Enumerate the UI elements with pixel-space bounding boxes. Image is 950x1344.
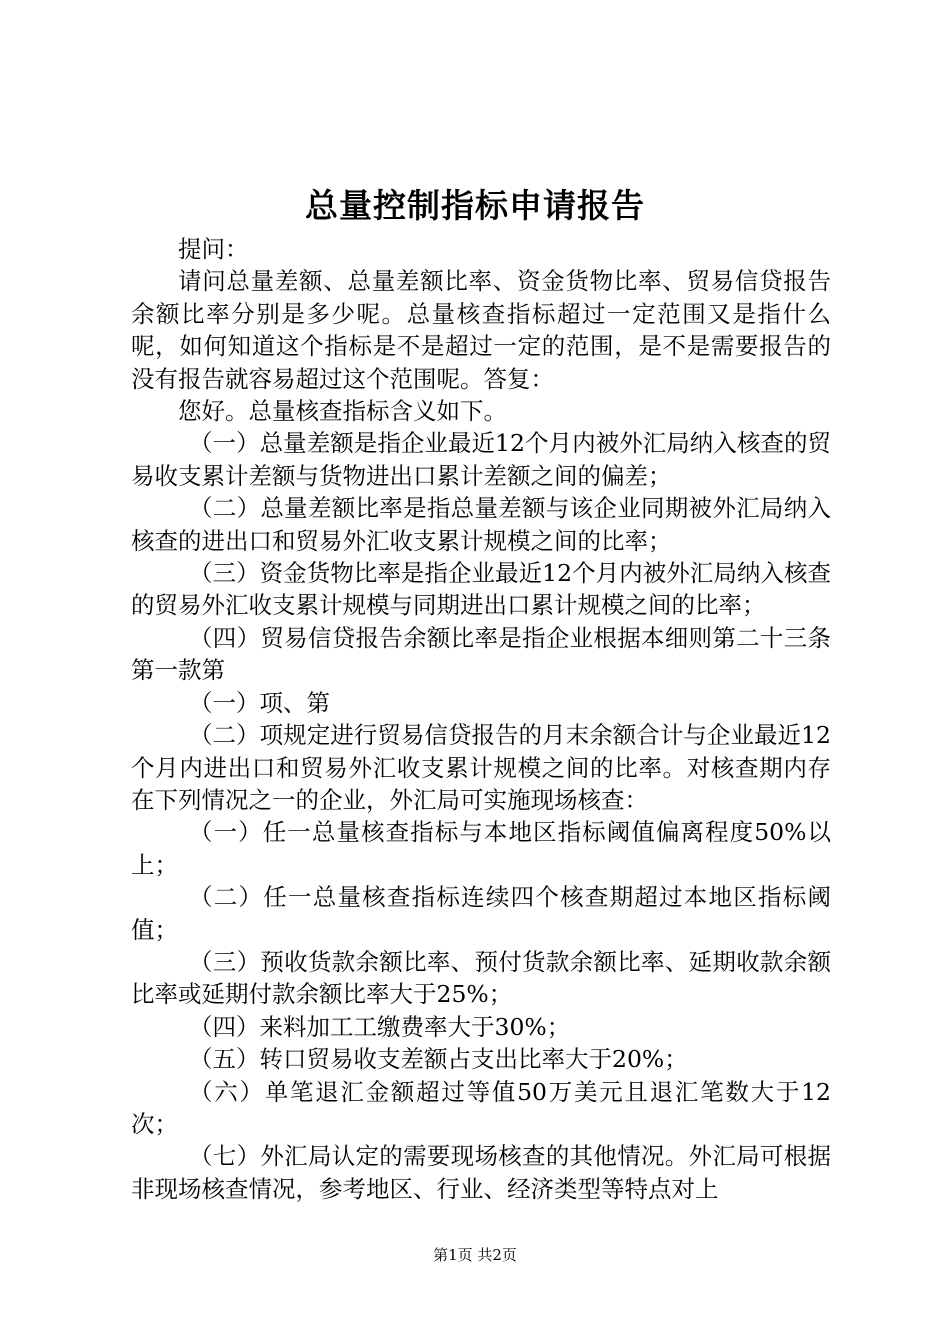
paragraph-item: （七）外汇局认定的需要现场核查的其他情况。外汇局可根据非现场核查情况，参考地区、行业、经济类型等特点对上 <box>131 1142 831 1203</box>
document-body <box>131 233 831 1205</box>
paragraph-item: （二）总量差额比率是指总量差额与该企业同期被外汇局纳入核查的进出口和贸易外汇收支累计规模之间的比率； <box>131 494 831 555</box>
paragraph-item: （三）资金货物比率是指企业最近12个月内被外汇局纳入核查的贸易外汇收支累计规模与同期进出口累计规模之间的比率； <box>131 559 831 620</box>
paragraph-item: （一）总量差额是指企业最近12个月内被外汇局纳入核查的贸易收支累计差额与货物进出口累计差额之间的偏差； <box>131 429 831 490</box>
paragraph-item: （一）任一总量核查指标与本地区指标阈值偏离程度50%以上； <box>131 818 831 879</box>
paragraph-item: （四）贸易信贷报告余额比率是指企业根据本细则第二十三条第一款第 <box>131 623 831 685</box>
paragraph-answer-intro: 您好。总量核查指标含义如下。 <box>178 397 507 426</box>
paragraph-item: （三）预收货款余额比率、预付货款余额比率、延期收款余额比率或延期付款余额比率大于25%； <box>131 947 831 1009</box>
paragraph-item: （一）项、第 <box>189 688 330 717</box>
paragraph-item: （五）转口贸易收支差额占支出比率大于20%； <box>189 1045 688 1074</box>
paragraph-item: （二）任一总量核查指标连续四个核查期超过本地区指标阈值； <box>131 883 831 944</box>
paragraph-question-label: 提问： <box>178 235 249 263</box>
document-title: 总量控制指标申请报告 <box>305 186 645 225</box>
paragraph-question: 请问总量差额、总量差额比率、资金货物比率、贸易信贷报告余额比率分别是多少呢。总量核查指标超过一定范围又是指什么呢，如何知道这个指标是不是超过一定的范围，是不是需要报告的没有报告就容易超过这个范围呢。答复： <box>131 267 831 393</box>
paragraph-item: （四）来料加工工缴费率大于30%； <box>189 1012 571 1041</box>
paragraph-item: （二）项规定进行贸易信贷报告的月末余额合计与企业最近12个月内进出口和贸易外汇收支累计规模之间的比率。对核查期内存在下列情况之一的企业，外汇局可实施现场核查： <box>131 721 831 814</box>
paragraph-item: （六）单笔退汇金额超过等值50万美元且退汇笔数大于12次； <box>131 1077 831 1138</box>
page-footer: 第1页 共2页 <box>433 1246 517 1264</box>
